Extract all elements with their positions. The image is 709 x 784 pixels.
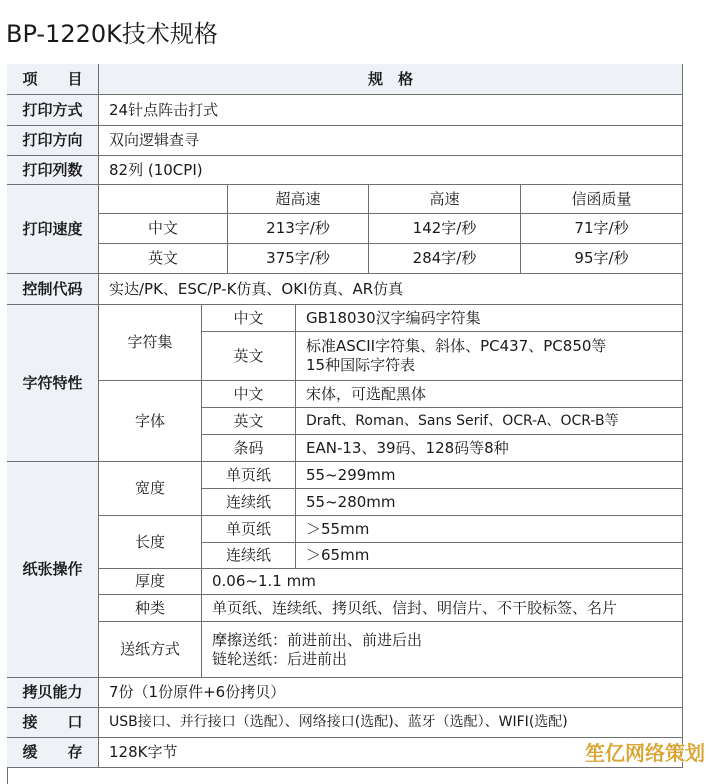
feed-line1: 摩擦送纸：前进前出、前进后出 — [212, 630, 423, 649]
label-print-columns: 打印列数 — [7, 156, 99, 185]
value-interface: USB接口、并行接口（选配）、网络接口(选配)、蓝牙（选配）、WIFI(选配) — [99, 708, 683, 738]
label-paper-handling: 纸张操作 — [7, 462, 99, 678]
feed-line2: 链轮送纸：后进前出 — [212, 649, 348, 668]
speed-col-high: 高速 — [369, 185, 521, 214]
speed-chinese-ultra: 213字/秒 — [228, 214, 369, 244]
value-control-code: 实达/PK、ESC/P-K仿真、OKI仿真、AR仿真 — [99, 274, 683, 305]
width-continuous-value: 55~280mm — [296, 489, 683, 516]
speed-english-letter: 95字/秒 — [521, 244, 683, 274]
watermark-logo: 笙亿网络策划 — [585, 741, 705, 765]
label-length: 长度 — [99, 516, 202, 569]
page-title: BP-1220K技术规格 — [6, 20, 218, 48]
label-print-speed: 打印速度 — [7, 185, 99, 274]
label-print-method: 打印方式 — [7, 95, 99, 126]
charset-english-line1: 标准ASCII字符集、斜体、PC437、PC850等 — [306, 337, 607, 355]
header-spec: 规 格 — [99, 64, 683, 95]
speed-row-english: 英文 — [99, 244, 228, 274]
speed-english-ultra: 375字/秒 — [228, 244, 369, 274]
width-continuous-label: 连续纸 — [202, 489, 296, 516]
font-barcode-label: 条码 — [202, 435, 296, 462]
label-width: 宽度 — [99, 462, 202, 516]
speed-chinese-letter: 71字/秒 — [521, 214, 683, 244]
label-feed-method: 送纸方式 — [99, 622, 202, 678]
charset-english-label: 英文 — [202, 332, 296, 381]
charset-chinese-label: 中文 — [202, 305, 296, 332]
label-control-code: 控制代码 — [7, 274, 99, 305]
speed-col-ultra: 超高速 — [228, 185, 369, 214]
charset-english-line2: 15种国际字符表 — [306, 356, 416, 374]
value-thickness: 0.06~1.1 mm — [202, 569, 683, 595]
font-english-value: Draft、Roman、Sans Serif、OCR-A、OCR-B等 — [296, 408, 683, 435]
speed-english-high: 284字/秒 — [369, 244, 521, 274]
length-continuous-value: ＞65mm — [296, 543, 683, 569]
charset-english-value — [296, 332, 683, 381]
value-print-direction: 双向逻辑查寻 — [99, 126, 683, 156]
value-buffer: 128K字节 — [99, 738, 683, 768]
label-font: 字体 — [99, 381, 202, 462]
font-barcode-value: EAN-13、39码、128码等8种 — [296, 435, 683, 462]
speed-corner-cell — [99, 185, 228, 214]
width-single-label: 单页纸 — [202, 462, 296, 489]
label-thickness: 厚度 — [99, 569, 202, 595]
width-single-value: 55~299mm — [296, 462, 683, 489]
label-buffer: 缓 存 — [7, 738, 99, 768]
header-item: 项 目 — [7, 64, 99, 95]
label-paper-types: 种类 — [99, 595, 202, 622]
length-single-value: ＞55mm — [296, 516, 683, 543]
label-print-direction: 打印方向 — [7, 126, 99, 156]
speed-row-chinese: 中文 — [99, 214, 228, 244]
value-print-columns: 82列 (10CPI) — [99, 156, 683, 185]
speed-chinese-high: 142字/秒 — [369, 214, 521, 244]
font-english-label: 英文 — [202, 408, 296, 435]
speed-col-letter: 信函质量 — [521, 185, 683, 214]
font-chinese-value: 宋体，可选配黑体 — [296, 381, 683, 408]
value-print-method: 24针点阵击打式 — [99, 95, 683, 126]
charset-chinese-value: GB18030汉字编码字符集 — [296, 305, 683, 332]
value-feed-method — [202, 622, 683, 678]
value-copy: 7份（1份原件+6份拷贝） — [99, 678, 683, 708]
label-char-features: 字符特性 — [7, 305, 99, 462]
label-copy: 拷贝能力 — [7, 678, 99, 708]
label-charset: 字符集 — [99, 305, 202, 381]
length-continuous-label: 连续纸 — [202, 543, 296, 569]
font-chinese-label: 中文 — [202, 381, 296, 408]
value-paper-types: 单页纸、连续纸、拷贝纸、信封、明信片、不干胶标签、名片 — [202, 595, 683, 622]
length-single-label: 单页纸 — [202, 516, 296, 543]
label-interface: 接 口 — [7, 708, 99, 738]
